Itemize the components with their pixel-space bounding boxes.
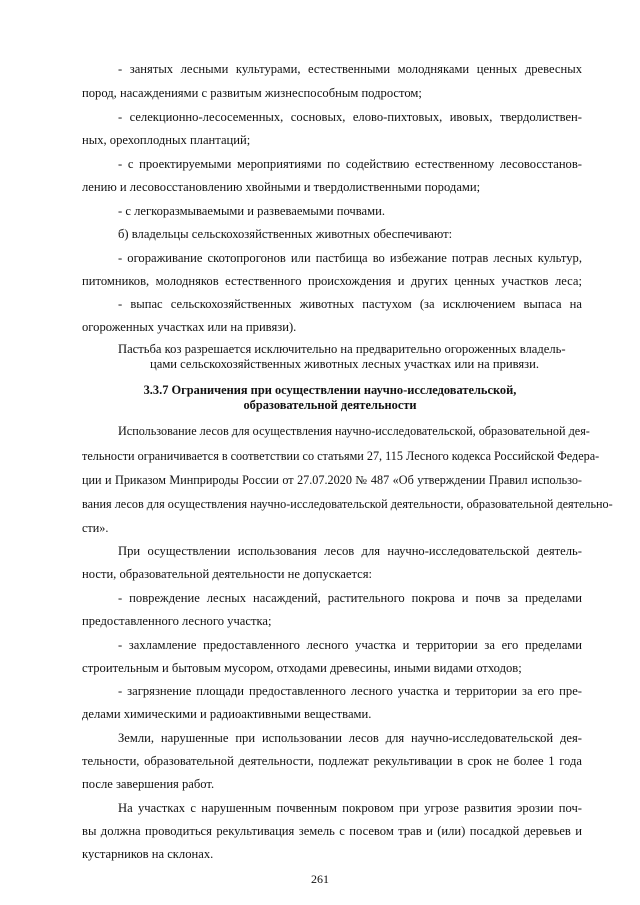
paragraph-line: - огораживание скотопрогонов или пастбища во избежание потрав лесных культур, — [118, 251, 582, 265]
paragraph-line: - занятых лесными культурами, естественными молодняками ценных древесных — [118, 62, 582, 76]
paragraph-line: Использование лесов для осуществления научно-исследовательской, образовательной дея- — [118, 424, 590, 438]
paragraph-line: Земли, нарушенные при использовании лесов для научно-исследовательской дея- — [118, 731, 582, 745]
note-line: Пастьба коз разрешается исключительно на предварительно огороженных владель- — [118, 342, 566, 356]
paragraph-line: питомников, молодняков естественного происхождения и других ценных участков леса; — [82, 274, 582, 288]
paragraph-line: При осуществлении использования лесов для научно-исследовательской деятель- — [118, 544, 582, 558]
paragraph-line: кустарников на склонах. — [82, 847, 214, 861]
paragraph-line: - выпас сельскохозяйственных животных пастухом (за исключением выпаса на — [118, 297, 582, 311]
paragraph-line: - селекционно-лесосеменных, сосновых, елово-пихтовых, ивовых, твердолиствен- — [118, 110, 582, 124]
paragraph-line: делами химическими и радиоактивными веществами. — [82, 707, 372, 721]
paragraph-line: ции и Приказом Минприроды России от 27.07.2020 № 487 «Об утверждении Правил использо- — [82, 473, 582, 487]
section-heading: 3.3.7 Ограничения при осуществлении научно-исследовательской, — [143, 383, 517, 397]
section-heading: образовательной деятельности — [243, 398, 417, 412]
paragraph-line: строительным и бытовым мусором, отходами древесины, иными видами отходов; — [82, 661, 522, 675]
paragraph-line: после завершения работ. — [82, 777, 215, 791]
page-number: 261 — [311, 872, 329, 886]
paragraph-line: сти». — [82, 521, 109, 535]
paragraph-line: ных, орехоплодных плантаций; — [82, 133, 251, 147]
paragraph-line: тельности ограничивается в соответствии со статьями 27, 115 Лесного кодекса Российской Федера- — [82, 449, 600, 463]
paragraph-line: предоставленного лесного участка; — [82, 614, 272, 628]
paragraph-line: - захламление предоставленного лесного участка и территории за его пределами — [118, 638, 582, 652]
paragraph-line: б) владельцы сельскохозяйственных животных обеспечивают: — [118, 227, 453, 241]
paragraph-line: вания лесов для осуществления научно-исследовательской деятельности, образовательной деятельно- — [82, 497, 613, 511]
paragraph-line: тельности, образовательной деятельности, подлежат рекультивации в срок не более 1 года — [82, 754, 582, 768]
paragraph-line: - с легкоразмываемыми и развеваемыми почвами. — [118, 204, 385, 218]
paragraph-line: - повреждение лесных насаждений, растительного покрова и почв за пределами — [118, 591, 582, 605]
paragraph-line: огороженных участках или на привязи). — [82, 320, 297, 334]
paragraph-line: вы должна проводиться рекультивация земель с посевом трав и (или) посадкой деревьев и — [82, 824, 582, 838]
note-line: цами сельскохозяйственных животных лесных участках или на привязи. — [150, 357, 540, 371]
paragraph-line: ности, образовательной деятельности не допускается: — [82, 567, 373, 581]
paragraph-line: пород, насаждениями с развитым жизнеспособным подростом; — [82, 86, 422, 100]
paragraph-line: На участках с нарушенным почвенным покровом при угрозе развития эрозии поч- — [118, 801, 582, 815]
paragraph-line: - загрязнение площади предоставленного лесного участка и территории за его пре- — [118, 684, 582, 698]
paragraph-line: - с проектируемыми мероприятиями по содействию естественному лесовосстанов- — [118, 157, 582, 171]
paragraph-line: лению и лесовосстановлению хвойными и твердолиственными породами; — [82, 180, 481, 194]
